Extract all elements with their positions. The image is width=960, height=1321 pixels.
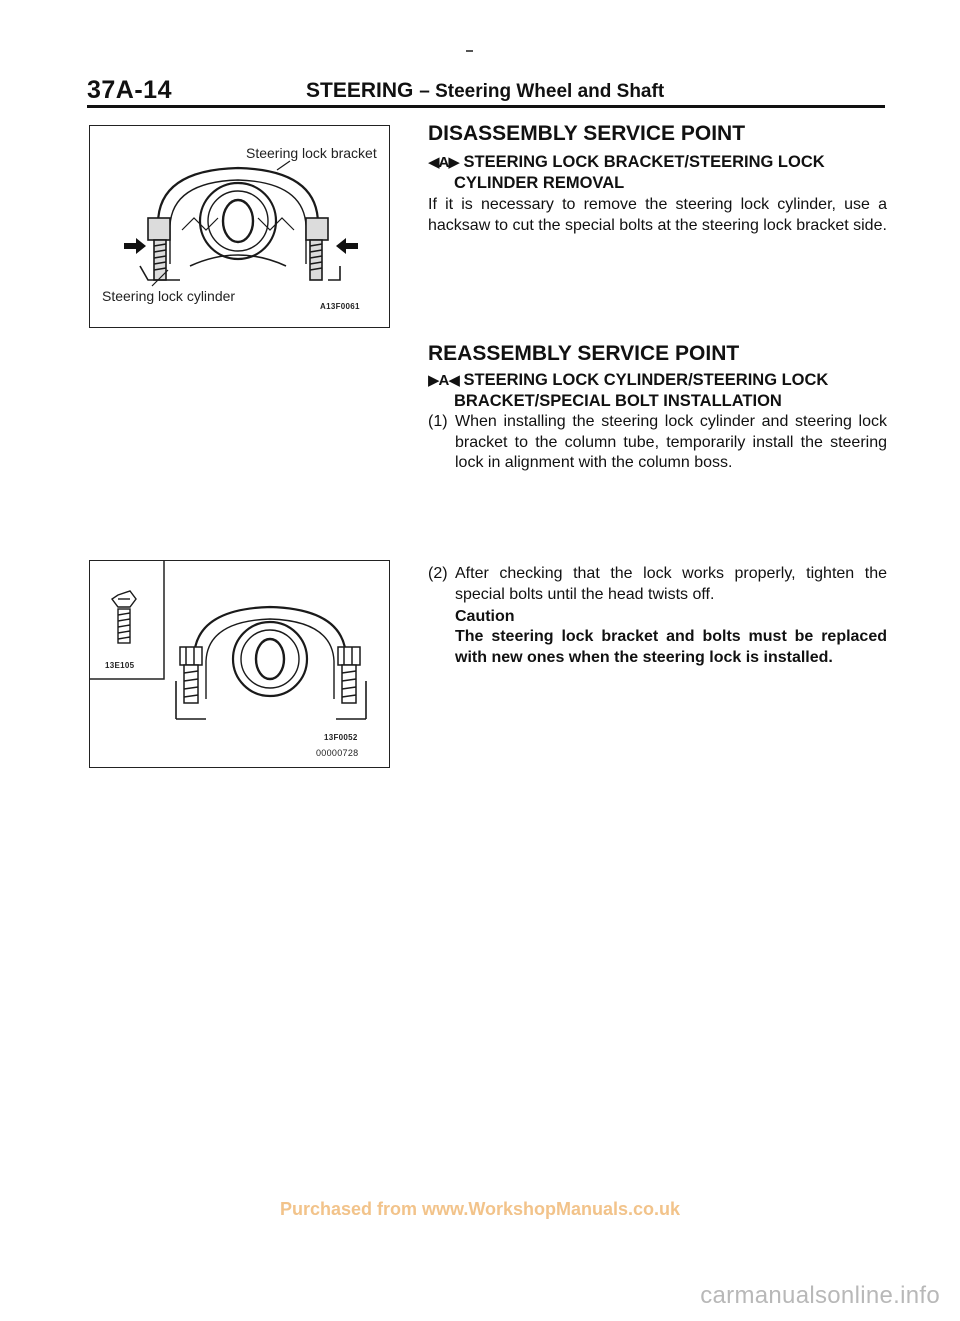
step-1-number: (1) <box>428 413 448 430</box>
subheading-line-1: STEERING LOCK BRACKET/STEERING LOCK <box>463 153 825 171</box>
figure-lock-bracket <box>89 125 390 328</box>
subsection-title: Steering Wheel and Shaft <box>435 81 665 102</box>
arrow-left-icon <box>336 238 358 254</box>
header-rule <box>87 105 885 108</box>
reassembly-subheading <box>428 370 828 411</box>
step-2-text: After checking that the lock works properly, tighten the special bolts until the head twists off. <box>455 565 887 603</box>
section-title: STEERING <box>306 79 414 102</box>
title-separator: – <box>419 81 430 102</box>
purchase-footer: Purchased from www.WorkshopManuals.co.uk <box>279 1199 681 1219</box>
step-1-text: When installing the steering lock cylinder and steering lock bracket to the column tube, temporarily install the steering lock in alignment with the column boss. <box>455 413 887 471</box>
disassembly-body: If it is necessary to remove the steering lock cylinder, use a hacksaw to cut the special bolts at the steering lock bracket side. <box>428 196 887 234</box>
inset-code: 13E105 <box>105 661 135 670</box>
caution-text: The steering lock bracket and bolts must be replaced with new ones when the steering lock is installed. <box>455 628 887 666</box>
subheading-line-2: BRACKET/SPECIAL BOLT INSTALLATION <box>454 392 782 410</box>
page-title <box>306 79 664 103</box>
label-lock-bracket: Steering lock bracket <box>246 145 377 161</box>
figure-special-bolts <box>89 560 390 768</box>
special-bolt-icon <box>112 591 136 643</box>
reassembly-heading: REASSEMBLY SERVICE POINT <box>428 342 740 365</box>
figure-code: A13F0061 <box>320 302 360 311</box>
caution-label: Caution <box>455 608 515 625</box>
disassembly-heading: DISASSEMBLY SERVICE POINT <box>428 122 746 145</box>
figure-code: 13F0052 <box>324 733 358 742</box>
figure-id: 00000728 <box>316 748 359 758</box>
service-point-marker: ▶A◀ <box>428 372 459 389</box>
label-lock-cylinder: Steering lock cylinder <box>102 288 236 304</box>
service-point-marker: ◀A▶ <box>428 154 459 171</box>
arrow-right-icon <box>124 238 146 254</box>
subheading-line-2: CYLINDER REMOVAL <box>454 174 625 192</box>
step-2-number: (2) <box>428 565 448 582</box>
subheading-line-1: STEERING LOCK CYLINDER/STEERING LOCK <box>463 371 829 389</box>
page-mark <box>466 50 473 52</box>
disassembly-subheading <box>428 152 825 193</box>
watermark: carmanualsonline.info <box>700 1282 940 1309</box>
page-number: 37A-14 <box>87 76 172 104</box>
